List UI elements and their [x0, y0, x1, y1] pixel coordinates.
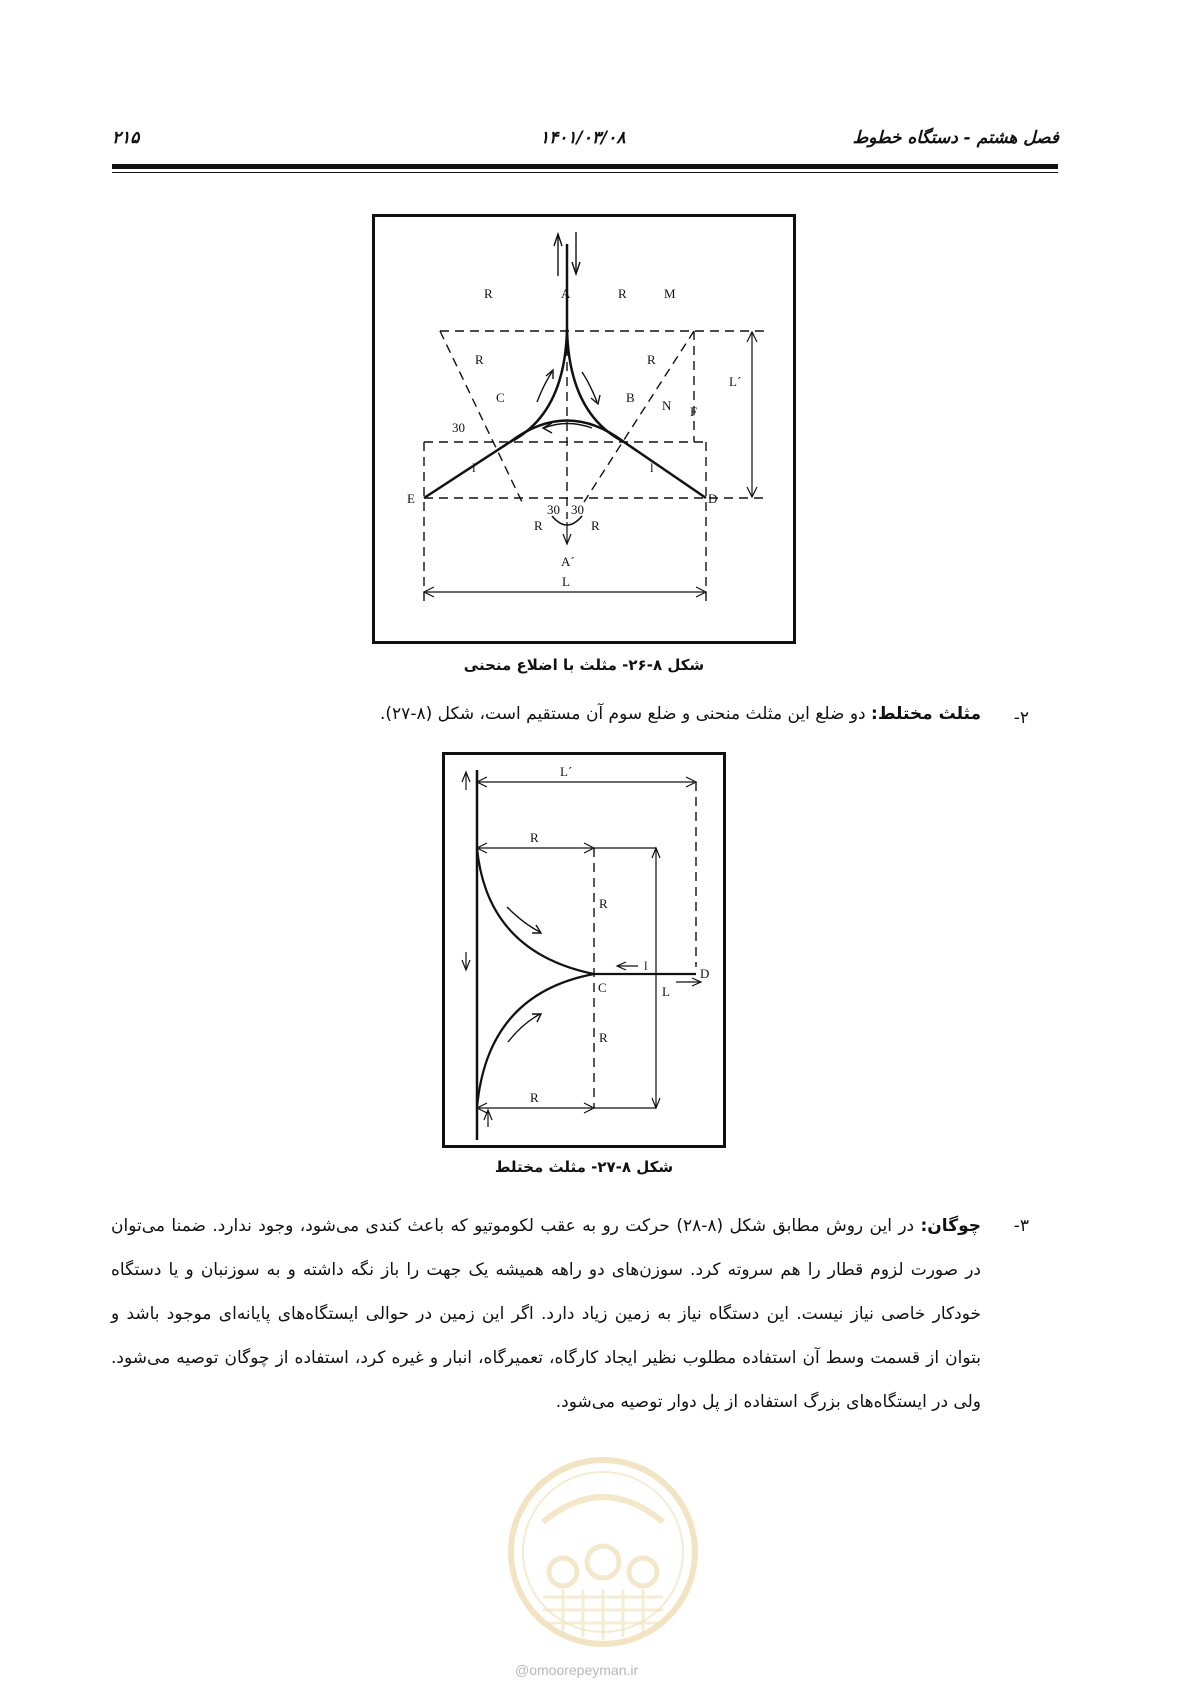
figure1-caption: شکل ۸-۲۶- مثلث با اضلاع منحنی	[463, 656, 705, 674]
label-B: B	[626, 390, 635, 405]
label-R-diag-left: R	[475, 352, 484, 367]
header-rule-thick	[112, 164, 1058, 169]
watermark-logo	[503, 1452, 703, 1652]
label-A: A	[561, 286, 571, 301]
item3-number: -۳	[1013, 1216, 1029, 1236]
label-30-left: 30	[452, 420, 465, 435]
label-30-bottom-left: 30	[547, 502, 560, 517]
figure2-caption: شکل ۸-۲۷- مثلث مختلط	[494, 1158, 674, 1176]
label-R-diag-right: R	[647, 352, 656, 367]
label-R-left: R	[484, 286, 493, 301]
page-number: ۲۱۵	[112, 128, 140, 148]
label-E: E	[407, 491, 415, 506]
header-date: ۱۴۰۱/۰۳/۰۸	[540, 128, 626, 148]
label-R-top: R	[530, 830, 539, 845]
label-C: C	[598, 980, 607, 995]
label-D: D	[708, 491, 718, 506]
label-l-left: l	[472, 460, 476, 475]
label-F: F	[690, 404, 698, 419]
label-R-upper-vertical: R	[599, 896, 608, 911]
item2-term: مثلث مختلط:	[871, 704, 981, 724]
label-L-prime: L´	[729, 374, 742, 389]
item2-number: -۲	[1013, 708, 1029, 728]
label-l: l	[644, 958, 648, 973]
label-M: M	[664, 286, 676, 301]
label-C: C	[496, 390, 505, 405]
figure-mixed-triangle	[442, 752, 726, 1148]
header-rule-thin	[112, 172, 1058, 173]
item3-term: چوگان:	[920, 1216, 981, 1236]
label-R-bottom-right: R	[591, 518, 600, 533]
label-L-prime: L´	[560, 764, 573, 779]
item3-text: در این روش مطابق شکل (۸-۲۸) حرکت رو به عقب لکوموتیو که باعث کندی می‌شود، وجود ندارد. ضمنا می‌توان در صورت لزوم قطار را هم سروته کرد. سوزن‌های دو راهه همیشه یک جهت را باز نگه داشته و به سوزنبان و یا دستگاه خودکار خاصی نیاز نیست. این دستگاه نیاز به زمین زیاد دارد. اگر این زمین در حوالی ایستگاه‌های پایانه‌ای موجود باشد و بتوان از قسمت وسط آن استفاده مطلوب نظیر ایجاد کارگاه، تعمیرگاه، انبار و غیره کرد، استفاده از چوگان توصیه می‌شود. ولی در ایستگاه‌های بزرگ استفاده از پل دوار توصیه می‌شود.	[111, 1216, 981, 1412]
watermark-text: @omoorepeyman.ir	[515, 1662, 639, 1678]
item2-paragraph	[221, 697, 981, 731]
item3-paragraph	[111, 1204, 981, 1424]
label-R-lower-vertical: R	[599, 1030, 608, 1045]
label-A-prime: A´	[561, 554, 575, 569]
label-D: D	[700, 966, 710, 981]
figure-curved-triangle	[372, 214, 796, 644]
label-l-right: l	[650, 460, 654, 475]
label-L: L	[562, 574, 570, 589]
label-N: N	[662, 398, 672, 413]
label-R-right: R	[618, 286, 627, 301]
label-R-bottom: R	[530, 1090, 539, 1105]
label-30-bottom-right: 30	[571, 502, 584, 517]
label-R-bottom-left: R	[534, 518, 543, 533]
chapter-title: فصل هشتم - دستگاه خطوط	[852, 128, 1059, 148]
item2-text: دو ضلع این مثلث منحنی و ضلع سوم آن مستقیم است، شکل (۸-۲۷).	[380, 704, 872, 724]
label-L: L	[662, 984, 670, 999]
